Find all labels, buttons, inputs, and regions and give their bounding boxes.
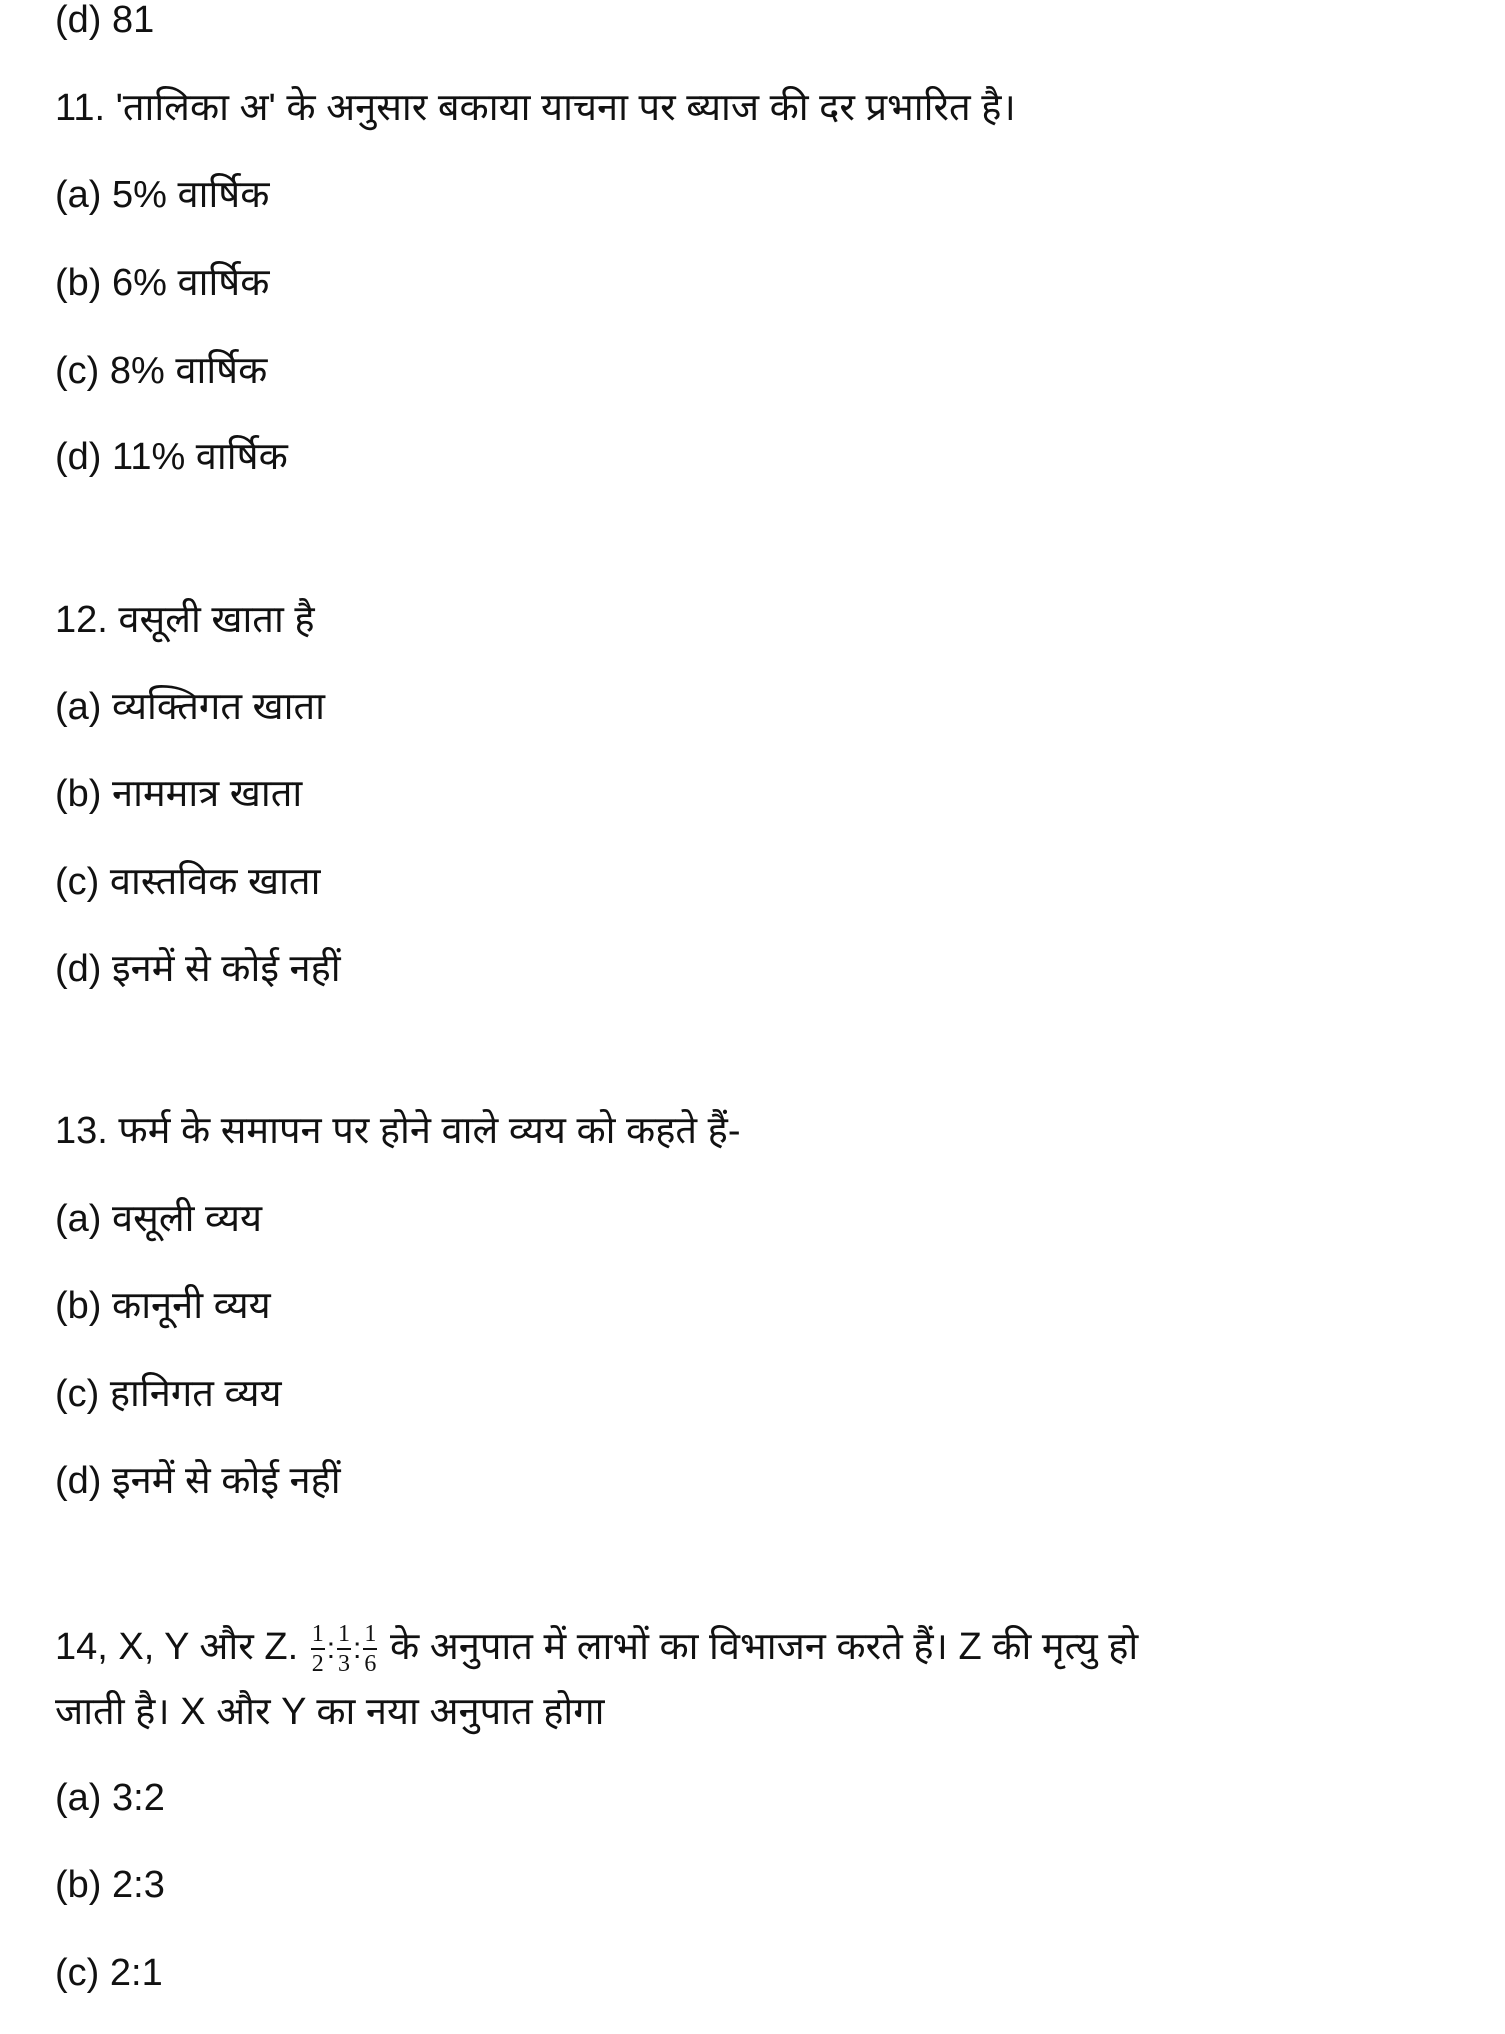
option-text: 3:2 [112,1777,165,1819]
numerator: 1 [338,1621,351,1647]
question-number: 14, [55,1626,108,1669]
option-text: 8% वार्षिक [109,350,268,392]
option-text: 5% वार्षिक [112,174,270,216]
question-14-line-2 [55,1689,604,1735]
option-label: (d) [55,436,102,478]
question-13 [55,1108,740,1154]
question-number: 13. [55,1110,108,1152]
denominator: 2 [311,1651,324,1677]
question-text: जाती है। X और Y का नया अनुपात होगा [55,1691,605,1733]
q13-option-d [55,1458,341,1504]
question-text: के अनुपात में लाभों का विभाजन करते हैं। Z की मृत्यु हो [389,1626,1139,1669]
question-text: 'तालिका अ' के अनुसार बकाया याचना पर ब्याज की दर प्रभारित है। [115,87,1016,129]
numerator: 1 [311,1621,324,1647]
option-text: इनमें से कोई नहीं [112,1460,341,1502]
ratio-separator: : [326,1632,336,1665]
q13-option-c [55,1371,282,1417]
option-label: (d) [55,0,102,41]
option-text: व्यक्तिगत खाता [112,686,325,728]
q11-option-d [55,434,288,480]
option-label: (c) [55,1373,100,1415]
fraction-third [337,1622,351,1676]
option-prev-d [55,0,154,43]
option-label: (c) [55,1952,100,1994]
option-label: (b) [55,1285,102,1327]
q13-option-a [55,1196,262,1242]
fraction-half [311,1622,325,1676]
denominator: 6 [364,1651,377,1677]
question-12 [55,597,315,643]
option-text: कानूनी व्यय [112,1285,271,1327]
option-label: (c) [55,350,100,392]
numerator: 1 [364,1621,377,1647]
option-label: (b) [55,773,102,815]
q11-option-c [55,348,267,394]
question-number: 11. [55,87,106,129]
fraction-sixth [363,1622,377,1676]
option-text: 2:3 [112,1864,165,1906]
option-text: नाममात्र खाता [112,773,303,815]
option-text: 81 [112,0,155,41]
q12-option-c [55,859,320,905]
question-number: 12. [55,599,108,641]
option-label: (d) [55,948,102,990]
q12-option-a [55,684,325,730]
q14-option-a [55,1775,165,1821]
option-label: (b) [55,1864,102,1906]
option-label: (a) [55,1198,102,1240]
q13-option-b [55,1283,271,1329]
q11-option-a [55,172,269,218]
question-text: वसूली खाता है [118,599,315,641]
option-text: वसूली व्यय [112,1198,263,1240]
q14-option-b [55,1862,165,1908]
option-label: (d) [55,1460,102,1502]
denominator: 3 [338,1651,351,1677]
option-text: 6% वार्षिक [112,262,270,304]
ratio-separator: : [353,1632,362,1665]
q12-option-b [55,771,302,817]
question-text: X, Y और Z. [118,1626,299,1669]
option-label: (b) [55,262,102,304]
option-text: 11% वार्षिक [112,436,288,478]
option-label: (a) [55,174,102,216]
question-14 [55,1622,1138,1676]
option-text: वास्तविक खाता [109,861,321,903]
question-text: फर्म के समापन पर होने वाले व्यय को कहते हैं- [118,1110,741,1152]
q14-option-c [55,1950,163,1996]
option-text: हानिगत व्यय [109,1373,282,1415]
q11-option-b [55,260,269,306]
option-text: 2:1 [109,1952,163,1994]
option-label: (a) [55,686,102,728]
option-label: (c) [55,861,100,903]
question-11 [55,85,1016,131]
option-text: इनमें से कोई नहीं [112,948,341,990]
q12-option-d [55,946,341,992]
option-label: (a) [55,1777,102,1819]
